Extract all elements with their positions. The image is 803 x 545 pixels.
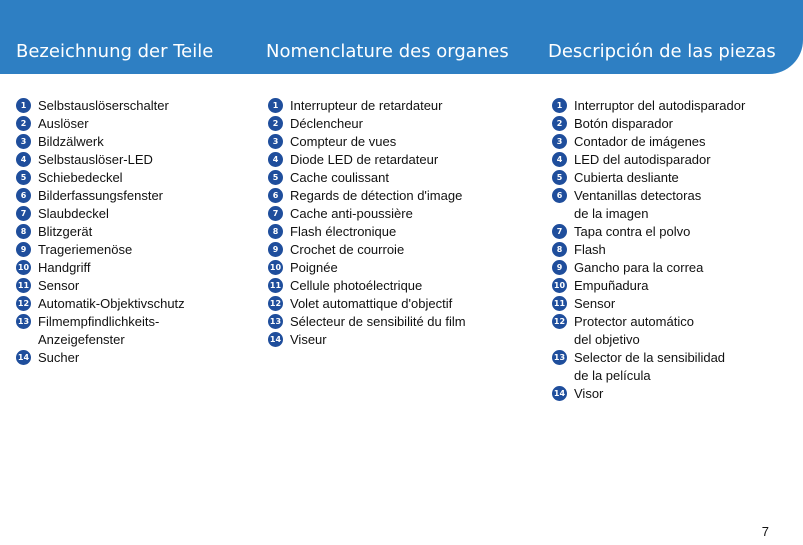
list-item <box>268 187 466 205</box>
part-label: Blitzgerät <box>38 224 93 239</box>
part-label: Slaubdeckel <box>38 206 109 221</box>
number-badge: 14 <box>268 332 283 347</box>
list-item <box>16 241 185 259</box>
number-badge: 7 <box>552 224 567 239</box>
list-item <box>16 151 185 169</box>
part-label: Sélecteur de sensibilité du film <box>290 314 466 329</box>
list-item <box>268 277 466 295</box>
list-item <box>268 259 466 277</box>
number-badge: 1 <box>268 98 283 113</box>
number-badge: 10 <box>16 260 31 275</box>
number-badge: 2 <box>268 116 283 131</box>
part-label: Schiebedeckel <box>38 170 123 185</box>
list-item <box>552 151 745 169</box>
list-item <box>268 331 466 349</box>
part-label: Contador de imágenes <box>574 134 706 149</box>
list-item <box>552 295 745 313</box>
part-label: Sensor <box>38 278 80 293</box>
part-label: Selector de la sensibilidad de la película <box>574 350 726 383</box>
part-label: Volet automattique d'objectif <box>290 296 453 311</box>
number-badge: 3 <box>552 134 567 149</box>
list-item <box>268 295 466 313</box>
part-label: Automatik-Objektivschutz <box>38 296 185 311</box>
number-badge: 12 <box>16 296 31 311</box>
part-label: Déclencheur <box>290 116 363 131</box>
number-badge: 7 <box>268 206 283 221</box>
parts-list-french <box>268 97 466 349</box>
number-badge: 13 <box>552 350 567 365</box>
part-label: Viseur <box>290 332 327 347</box>
part-label: Selbstauslöser-LED <box>38 152 153 167</box>
list-item <box>16 205 185 223</box>
list-item <box>552 97 745 115</box>
part-label: Crochet de courroie <box>290 242 405 257</box>
part-label: Bildzälwerk <box>38 134 104 149</box>
heading-spanish: Descripción de las piezas <box>548 41 776 62</box>
heading-german: Bezeichnung der Teile <box>16 41 214 62</box>
list-item <box>268 133 466 151</box>
header-band <box>0 0 803 74</box>
list-item <box>552 349 745 385</box>
number-badge: 5 <box>268 170 283 185</box>
list-item <box>552 313 745 349</box>
part-label: Flash électronique <box>290 224 397 239</box>
number-badge: 2 <box>552 116 567 131</box>
list-item <box>268 241 466 259</box>
number-badge: 14 <box>16 350 31 365</box>
list-item <box>16 295 185 313</box>
list-item <box>16 187 185 205</box>
list-item <box>16 97 185 115</box>
number-badge: 4 <box>16 152 31 167</box>
part-label: Poignée <box>290 260 338 275</box>
part-label: Gancho para la correa <box>574 260 704 275</box>
list-item <box>16 259 185 277</box>
list-item <box>16 169 185 187</box>
part-label: LED del autodisparador <box>574 152 711 167</box>
part-label: Cache anti-poussière <box>290 206 413 221</box>
number-badge: 9 <box>268 242 283 257</box>
part-label: Protector automático del objetivo <box>574 314 694 347</box>
part-label: Trageriemenöse <box>38 242 133 257</box>
number-badge: 12 <box>268 296 283 311</box>
number-badge: 6 <box>268 188 283 203</box>
number-badge: 1 <box>552 98 567 113</box>
part-label: Filmempfindlichkeits- Anzeigefenster <box>38 314 160 347</box>
number-badge: 7 <box>16 206 31 221</box>
part-label: Cubierta desliante <box>574 170 679 185</box>
number-badge: 8 <box>268 224 283 239</box>
list-item <box>268 151 466 169</box>
number-badge: 6 <box>552 188 567 203</box>
part-label: Bilderfassungsfenster <box>38 188 164 203</box>
list-item <box>268 169 466 187</box>
number-badge: 2 <box>16 116 31 131</box>
number-badge: 11 <box>552 296 567 311</box>
list-item <box>16 349 185 367</box>
number-badge: 10 <box>268 260 283 275</box>
list-item <box>268 313 466 331</box>
list-item <box>16 277 185 295</box>
number-badge: 8 <box>16 224 31 239</box>
part-label: Ventanillas detectoras de la imagen <box>574 188 702 221</box>
number-badge: 4 <box>552 152 567 167</box>
number-badge: 1 <box>16 98 31 113</box>
part-label: Flash <box>574 242 606 257</box>
part-label: Sucher <box>38 350 80 365</box>
list-item <box>552 241 745 259</box>
part-label: Tapa contra el polvo <box>574 224 691 239</box>
list-item <box>268 115 466 133</box>
part-label: Selbstauslöserschalter <box>38 98 169 113</box>
part-label: Empuñadura <box>574 278 649 293</box>
part-label: Botón disparador <box>574 116 674 131</box>
part-label: Cellule photoélectrique <box>290 278 423 293</box>
parts-list-german <box>16 97 185 367</box>
parts-list-spanish <box>552 97 745 403</box>
list-item <box>16 115 185 133</box>
part-label: Interruptor del autodisparador <box>574 98 746 113</box>
list-item <box>268 223 466 241</box>
number-badge: 13 <box>268 314 283 329</box>
number-badge: 5 <box>16 170 31 185</box>
page-number: 7 <box>761 524 769 539</box>
number-badge: 11 <box>16 278 31 293</box>
list-item <box>16 133 185 151</box>
number-badge: 12 <box>552 314 567 329</box>
list-item <box>16 313 185 349</box>
part-label: Regards de détection d'image <box>290 188 463 203</box>
part-label: Compteur de vues <box>290 134 397 149</box>
list-item <box>552 277 745 295</box>
part-label: Interrupteur de retardateur <box>290 98 443 113</box>
list-item <box>16 223 185 241</box>
number-badge: 13 <box>16 314 31 329</box>
number-badge: 9 <box>16 242 31 257</box>
list-item <box>552 385 745 403</box>
number-badge: 11 <box>268 278 283 293</box>
list-item <box>552 115 745 133</box>
number-badge: 5 <box>552 170 567 185</box>
number-badge: 4 <box>268 152 283 167</box>
number-badge: 14 <box>552 386 567 401</box>
number-badge: 9 <box>552 260 567 275</box>
list-item <box>552 133 745 151</box>
number-badge: 3 <box>268 134 283 149</box>
part-label: Diode LED de retardateur <box>290 152 439 167</box>
list-item <box>552 169 745 187</box>
heading-french: Nomenclature des organes <box>266 41 509 62</box>
list-item <box>552 223 745 241</box>
part-label: Cache coulissant <box>290 170 389 185</box>
list-item <box>552 187 745 223</box>
number-badge: 8 <box>552 242 567 257</box>
number-badge: 6 <box>16 188 31 203</box>
part-label: Sensor <box>574 296 616 311</box>
list-item <box>268 205 466 223</box>
part-label: Auslöser <box>38 116 89 131</box>
number-badge: 3 <box>16 134 31 149</box>
part-label: Handgriff <box>38 260 91 275</box>
part-label: Visor <box>574 386 604 401</box>
number-badge: 10 <box>552 278 567 293</box>
list-item <box>268 97 466 115</box>
list-item <box>552 259 745 277</box>
